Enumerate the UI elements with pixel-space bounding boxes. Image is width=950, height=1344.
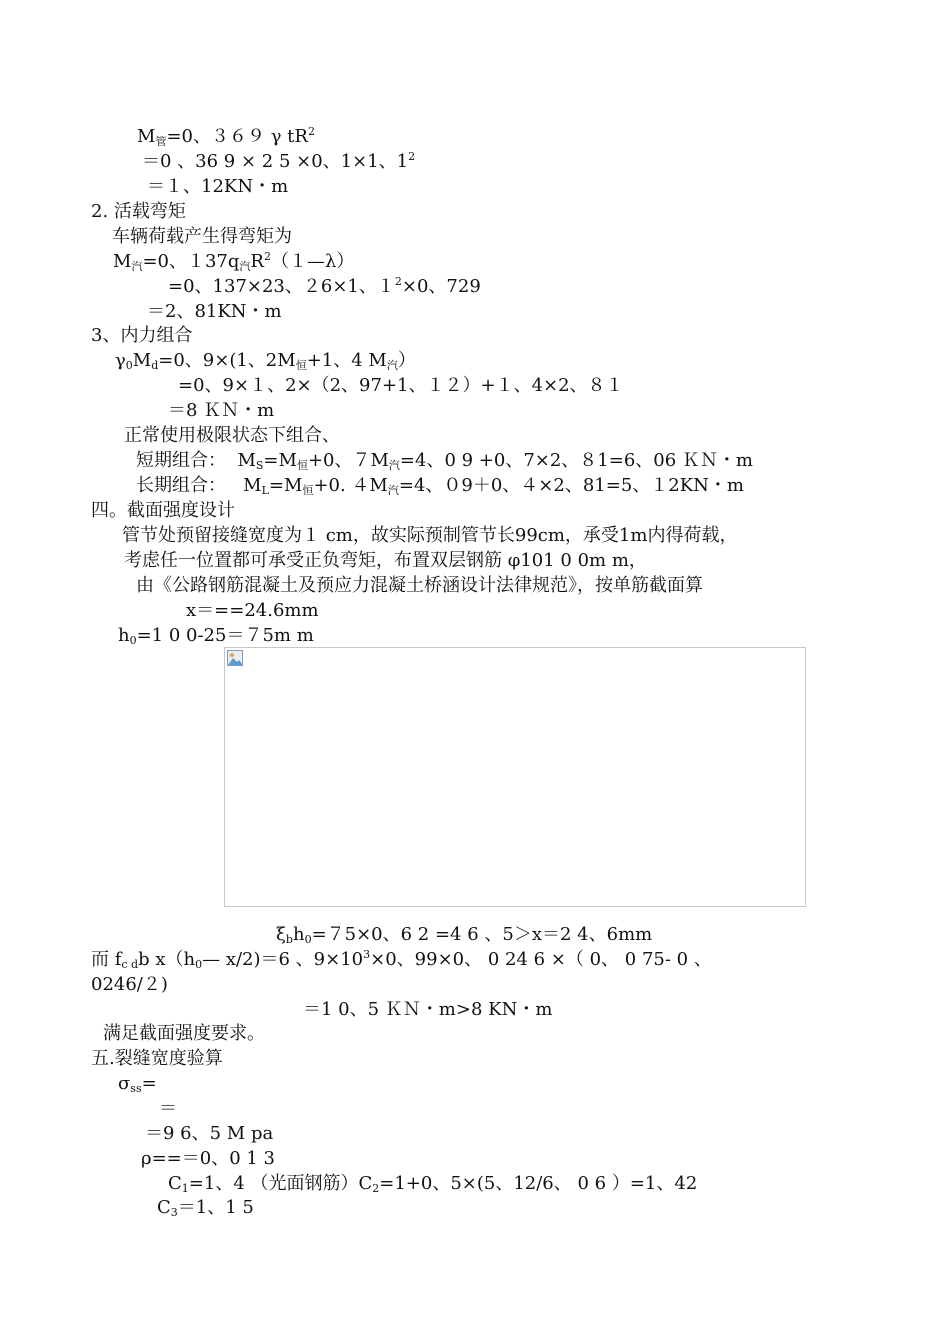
formula-line: $M_汽=0$、$137q_汽R^2(1—\lambda)$ [113, 250, 355, 273]
text-line: 由《公路钢筋混凝土及预应力混凝土桥涵设计法律规范》，按单筋截面算 [136, 575, 703, 596]
broken-image-icon [227, 650, 243, 666]
formula-line: $\xi_bh_0=75\times 0$、6 2 =4 6 、5＞x＝2 4、6mm [276, 924, 653, 946]
formula-line: ＝ [159, 1098, 177, 1119]
formula-line: x＝==24.6mm [186, 600, 319, 621]
formula-line: =0、9×１、2×（2、97+1、１２）+１、4×2、８１ [178, 375, 624, 396]
section-heading: 四。截面强度设计 [91, 500, 235, 521]
formula-line: ＝8 ＫＮ・m [168, 400, 275, 421]
section-heading: 3、内力组合 [91, 325, 193, 346]
text-line: 车辆荷载产生得弯矩为 [112, 226, 292, 247]
formula-line: ＝0 、36 9 × 2 5 ×0、1×1、$1^2$ [142, 150, 416, 172]
formula-line: $C_1=1$、4 （光面钢筋）$C_2=1+0$、5×(5、12/6、 0 6 ）=1、42 [168, 1173, 698, 1195]
formula-line: $M_管=0$、３６９ γ $tR^2$ [137, 125, 315, 148]
section-heading: 2. 活载弯矩 [91, 201, 186, 222]
formula-line: $C_3=1$、1 5 [157, 1197, 254, 1219]
formula-line: =0、137×23、２6×1、$1^2\times 0$、729 [168, 275, 481, 297]
formula-line: 而 $f_{c d}b$ $x(h_0—$ x/2)＝6 、$9\times 10^3\times 0$、99×0、 0 24 6 ×（ 0、 0 75- 0 、 [91, 948, 712, 971]
formula-line: ＝1 0、5 ＫＮ・m>8 KN・m [303, 999, 553, 1020]
formula-line: 0246/２) [91, 974, 168, 995]
formula-line: ＝9 6、5 M pa [145, 1123, 274, 1144]
missing-figure [224, 647, 806, 907]
text-line: 满足截面强度要求。 [103, 1023, 265, 1044]
formula-line: $h_0=1$ 0 0-25＝７5m m [118, 625, 314, 647]
text-line: 考虑任一位置都可承受正负弯矩，布置双层钢筋 φ101 0 0m m， [124, 550, 647, 571]
formula-line: 短期组合： $M_S=M_恒+0$、$7M_汽=4$、0 9 +0、7×2、８1=6、06 ＫＮ・m [136, 450, 753, 472]
section-heading: 五.裂缝宽度验算 [91, 1048, 223, 1069]
formula-line: ＝2、81KN・m [147, 301, 282, 322]
formula-line: $\gamma_0M_d=0$、9×(1、$2M_恒+1$、4 $M_汽$） [115, 350, 416, 372]
formula-line: $\sigma_{ss}=$ [118, 1073, 157, 1095]
formula-line: ＝１、12KN・m [147, 176, 289, 197]
text-line: 正常使用极限状态下组合、 [124, 425, 340, 446]
text-line: 管节处预留接缝宽度为１ cm，故实际预制管节长99cm，承受1m内得荷载， [122, 525, 738, 546]
formula-line: 长期组合： $M_L=M_恒+0$. $4M_汽=4$、０9＋0、４×2、81=5、１2KN・m [136, 475, 744, 497]
formula-line: ρ==＝0、0 1 3 [141, 1148, 275, 1169]
